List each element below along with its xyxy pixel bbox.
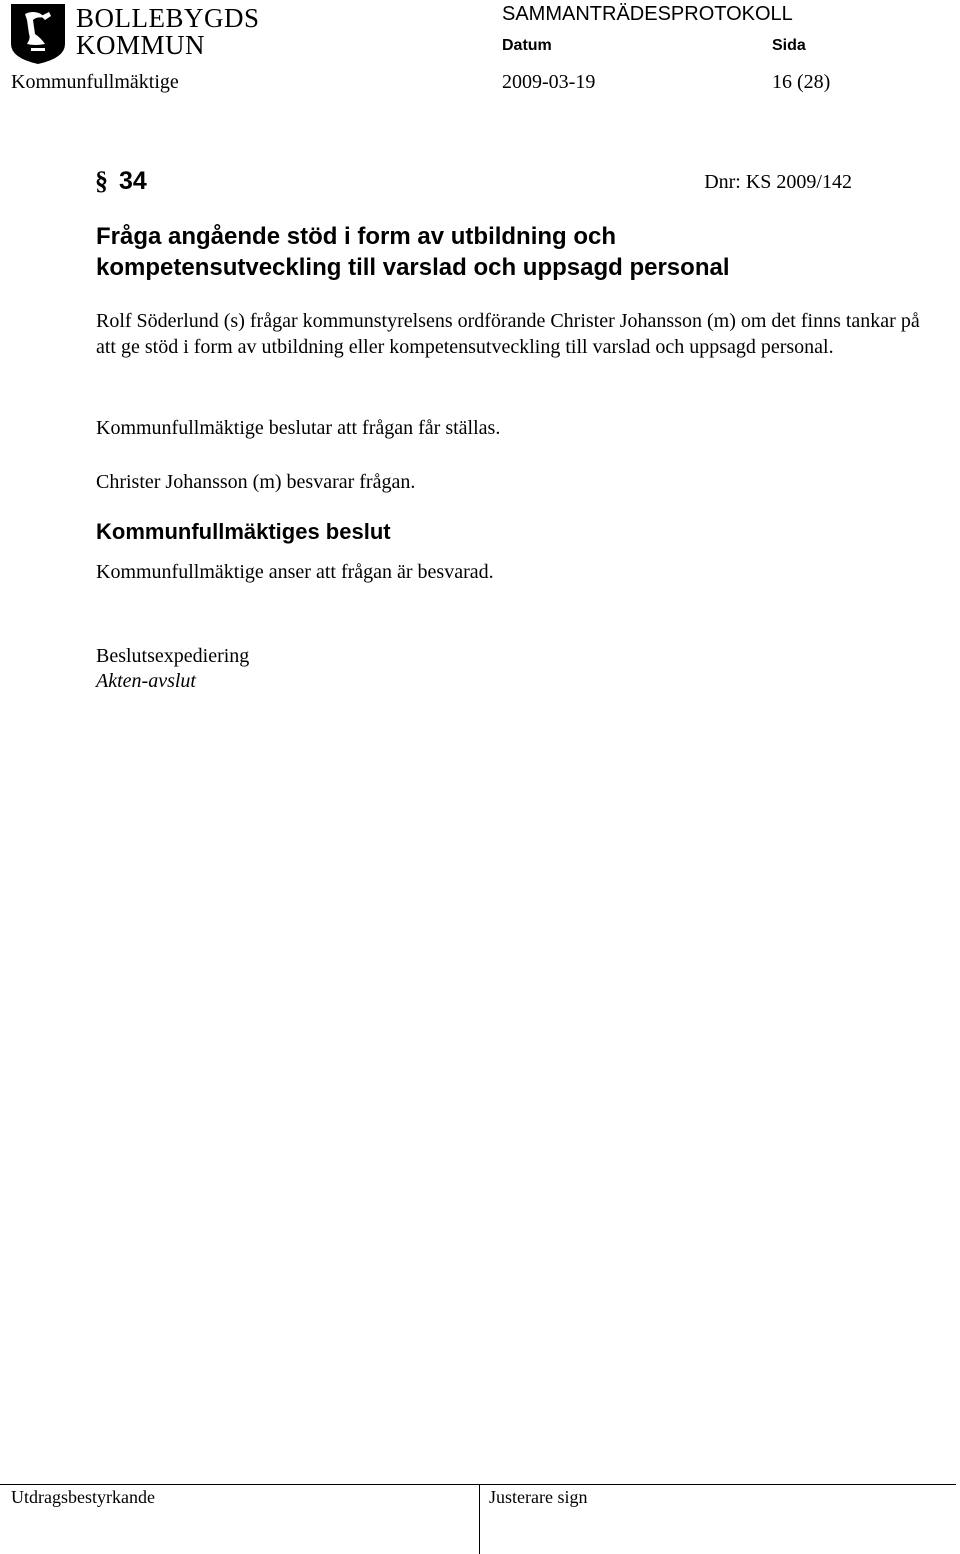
section-number: 34 [119,167,147,195]
footer-divider-line [0,1484,956,1485]
section-title [96,221,876,283]
ruling-paragraph: Kommunfullmäktige beslutar att frågan får ställas. [96,417,501,439]
date-value: 2009-03-19 [502,71,596,93]
body-name: Kommunfullmäktige [11,71,179,93]
answer-paragraph: Christer Johansson (m) besvarar frågan. [96,471,416,493]
footer-column-divider [479,1484,480,1554]
footer-certification-label: Utdragsbestyrkande [11,1487,155,1507]
section-title-line2: kompetensutveckling till varslad och uppsagd personal [96,254,730,281]
logo-text-line2: KOMMUN [76,30,206,60]
footer-signature-label: Justerare sign [489,1487,588,1507]
decision-heading: Kommunfullmäktiges beslut [96,519,391,544]
date-label: Datum [502,37,552,54]
logo-text-line1: BOLLEBYGDS [76,3,260,33]
question-paragraph: Rolf Söderlund (s) frågar kommunstyrelsens ordförande Christer Johansson (m) om det finns tankar på att ge stöd i form av utbildning eller kompetensutveckling till varslad och uppsagd personal. [96,310,920,358]
expedition-item: Akten-avslut [96,670,196,692]
expedition-label: Beslutsexpediering [96,645,250,667]
diary-number: Dnr: KS 2009/142 [704,171,852,193]
decision-text: Kommunfullmäktige anser att frågan är besvarad. [96,561,494,583]
municipality-logo-icon [11,4,65,64]
page-label: Sida [772,37,806,54]
section-symbol: § [95,166,108,195]
document-type: SAMMANTRÄDESPROTOKOLL [502,3,793,25]
page-number: 16 (28) [772,71,831,93]
section-title-line1: Fråga angående stöd i form av utbildning och [96,223,617,250]
